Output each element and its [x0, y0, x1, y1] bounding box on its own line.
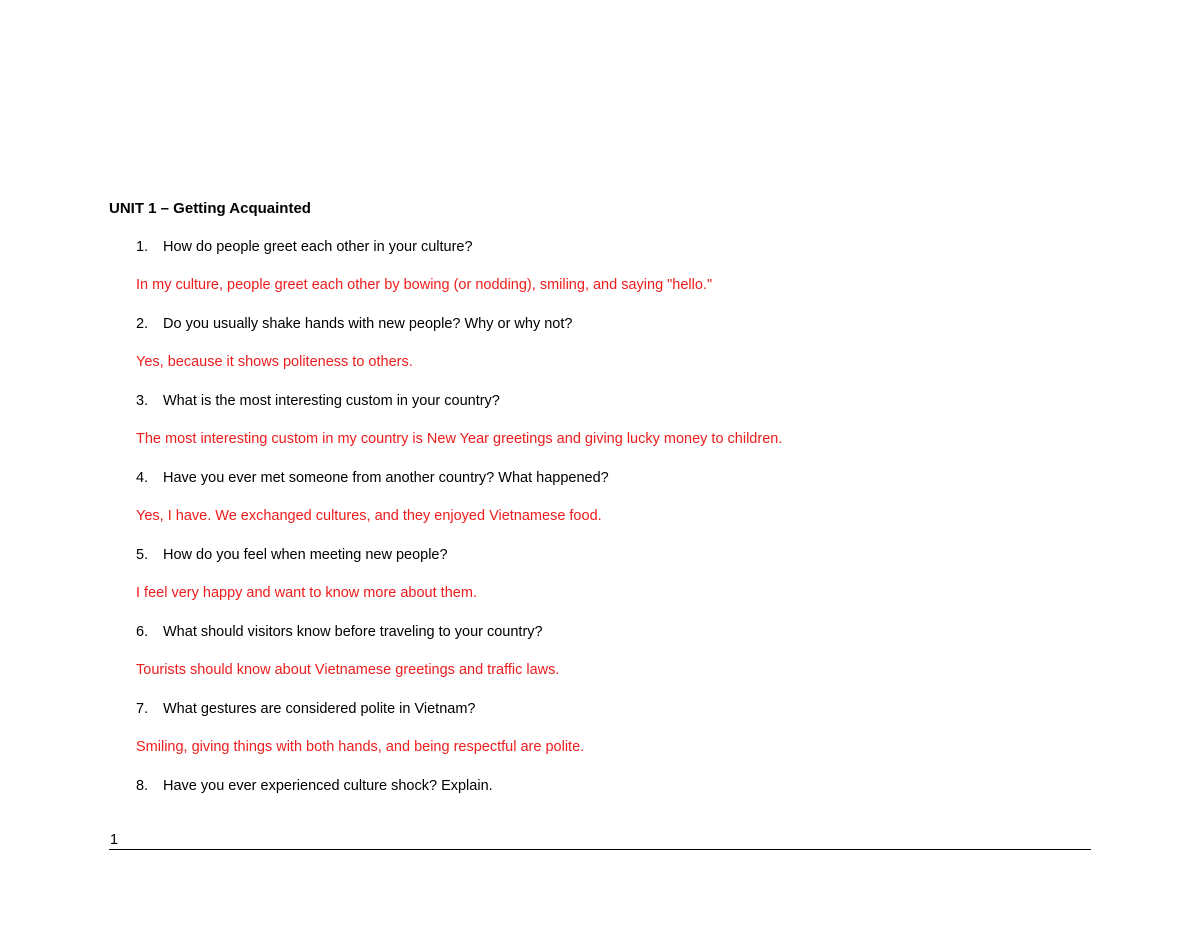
question-number: 4.: [136, 470, 149, 486]
question-number: 3.: [136, 393, 149, 409]
question-text: Have you ever experienced culture shock? Explain.: [163, 778, 493, 794]
answer-7: Smiling, giving things with both hands, and being respectful are polite.: [136, 739, 585, 755]
unit-title: UNIT 1 – Getting Acquainted: [109, 200, 311, 217]
answer-3: The most interesting custom in my country is New Year greetings and giving lucky money to children.: [136, 431, 783, 447]
answer-2: Yes, because it shows politeness to others.: [136, 354, 413, 370]
question-8: [136, 776, 493, 796]
question-number: 1.: [136, 239, 149, 255]
answer-5: I feel very happy and want to know more about them.: [136, 585, 477, 601]
question-7: [136, 699, 475, 719]
answer-6: Tourists should know about Vietnamese greetings and traffic laws.: [136, 662, 560, 678]
question-text: Do you usually shake hands with new people? Why or why not?: [163, 316, 573, 332]
page-number: 1: [110, 832, 119, 848]
answer-4: Yes, I have. We exchanged cultures, and they enjoyed Vietnamese food.: [136, 508, 602, 524]
question-4: [136, 468, 609, 488]
question-text: What gestures are considered polite in Vietnam?: [163, 701, 476, 717]
question-6: [136, 622, 543, 642]
question-number: 6.: [136, 624, 149, 640]
question-text: Have you ever met someone from another country? What happened?: [163, 470, 609, 486]
question-number: 7.: [136, 701, 149, 717]
question-2: [136, 314, 572, 334]
question-text: What is the most interesting custom in your country?: [163, 393, 500, 409]
question-1: [136, 237, 473, 257]
footer-divider: [109, 849, 1091, 850]
question-number: 8.: [136, 778, 149, 794]
answer-1: In my culture, people greet each other by bowing (or nodding), smiling, and saying "hello.": [136, 277, 713, 293]
question-number: 5.: [136, 547, 149, 563]
question-5: [136, 545, 448, 565]
question-text: How do people greet each other in your culture?: [163, 239, 473, 255]
question-text: How do you feel when meeting new people?: [163, 547, 448, 563]
question-3: [136, 391, 500, 411]
question-text: What should visitors know before traveling to your country?: [163, 624, 543, 640]
question-number: 2.: [136, 316, 149, 332]
